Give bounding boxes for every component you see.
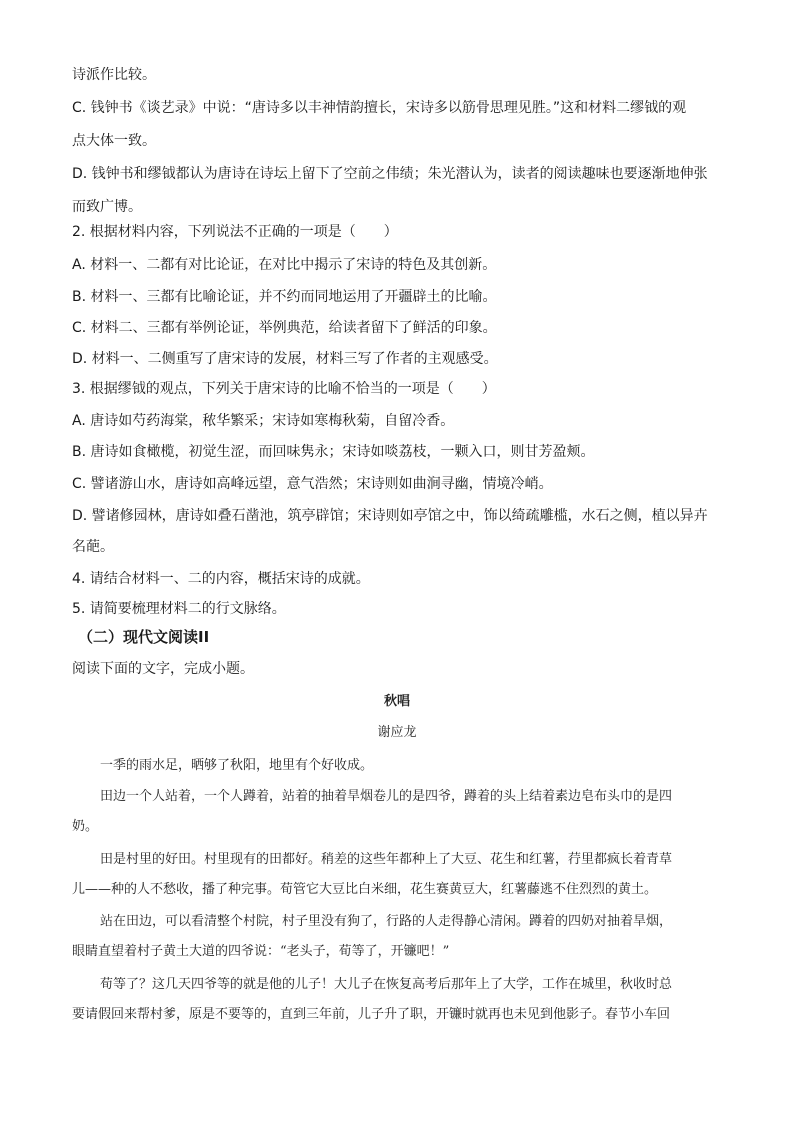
question-4: 4. 请结合材料一、二的内容，概括宋诗的成就。 — [72, 571, 370, 587]
option-c-line: C. 钱钟书《谈艺录》中说：“唐诗多以丰神情韵擅长，宋诗多以筋骨思理见胜。”这和材料二缪钺的观 — [72, 100, 687, 116]
text-line: 点大体一致。 — [72, 133, 156, 149]
story-paragraph: 田边一个人站着，一个人蹲着，站着的抽着旱烟卷儿的是四爷，蹲着的头上结着素边皂布头巾的是四 — [100, 789, 673, 804]
question-3-option-d: D. 譬诸修园林，唐诗如叠石凿池，筑亭辟馆；宋诗则如亭馆之中，饰以绮疏雕槛，水石之侧，植以异卉 — [72, 508, 708, 524]
story-paragraph: 田是村里的好田。村里现有的田都好。稍差的这些年都种上了大豆、花生和红薯，荇里都疯长着青草 — [100, 852, 673, 867]
question-5: 5. 请简要梳理材料二的行文脉络。 — [72, 601, 286, 617]
question-2-option-c: C. 材料二、三都有举例论证，举例典范，给读者留下了鲜活的印象。 — [72, 320, 497, 336]
question-2: 2. 根据材料内容，下列说法不正确的一项是（ ） — [72, 224, 398, 240]
story-paragraph: 站在田边，可以看清整个村院，村子里没有狗了，行路的人走得静心清闲。蹲着的四奶对抽着旱烟， — [100, 914, 673, 929]
story-line: 眼睛直望着村子黄土大道的四爷说：“老头子，荀等了，开镰吧！” — [72, 944, 450, 959]
question-3: 3. 根据缪钺的观点，下列关于唐宋诗的比喻不恰当的一项是（ ） — [72, 381, 496, 397]
section-heading: （二）现代文阅读II — [78, 628, 210, 646]
story-paragraph: 荀等了？这几天四爷等的就是他的儿子！大儿子在恢复高考后那年上了大学，工作在城里，秋收时总 — [100, 977, 673, 992]
story-paragraph: 一季的雨水足，晒够了秋阳，地里有个好收成。 — [100, 758, 374, 773]
story-line: 儿——种的人不愁收，播了种完事。荀管它大豆比白米细，花生赛黄豆大，红薯藤逃不住烈烈的黄土。 — [72, 882, 658, 897]
question-3-option-c: C. 譬诸游山水，唐诗如高峰远望，意气浩然；宋诗则如曲涧寻幽，情境冷峭。 — [72, 476, 553, 492]
story-title: 秋唱 — [383, 694, 410, 709]
text-line: 诗派作比较。 — [72, 67, 156, 83]
story-author: 谢应龙 — [377, 725, 417, 740]
question-3-option-a: A. 唐诗如芍药海棠，秾华繁采；宋诗如寒梅秋菊，自留冷香。 — [72, 413, 455, 429]
text-line: 名葩。 — [72, 539, 114, 555]
question-2-option-b: B. 材料一、三都有比喻论证，并不约而同地运用了开疆辟土的比喻。 — [72, 289, 497, 305]
text-line: 而致广博。 — [72, 199, 142, 215]
question-2-option-a: A. 材料一、二都有对比论证，在对比中揭示了宋诗的特色及其创新。 — [72, 257, 497, 273]
question-2-option-d: D. 材料一、二侧重写了唐宋诗的发展，材料三写了作者的主观感受。 — [72, 351, 498, 367]
story-line: 奶。 — [72, 819, 99, 834]
story-line: 要请假回来帮村爹，原是不要等的，直到三年前，儿子升了职，开镰时就再也未见到他影子。春节小车回 — [72, 1007, 671, 1022]
reading-instruction: 阅读下面的文字，完成小题。 — [72, 661, 254, 677]
question-3-option-b: B. 唐诗如食橄榄，初觉生涩，而回味隽永；宋诗如啖荔枝，一颗入口，则甘芳盈颊。 — [72, 444, 595, 460]
option-d-line: D. 钱钟书和缪钺都认为唐诗在诗坛上留下了空前之伟绩；朱光潜认为，读者的阅读趣味也要逐渐地伸张 — [72, 166, 708, 182]
